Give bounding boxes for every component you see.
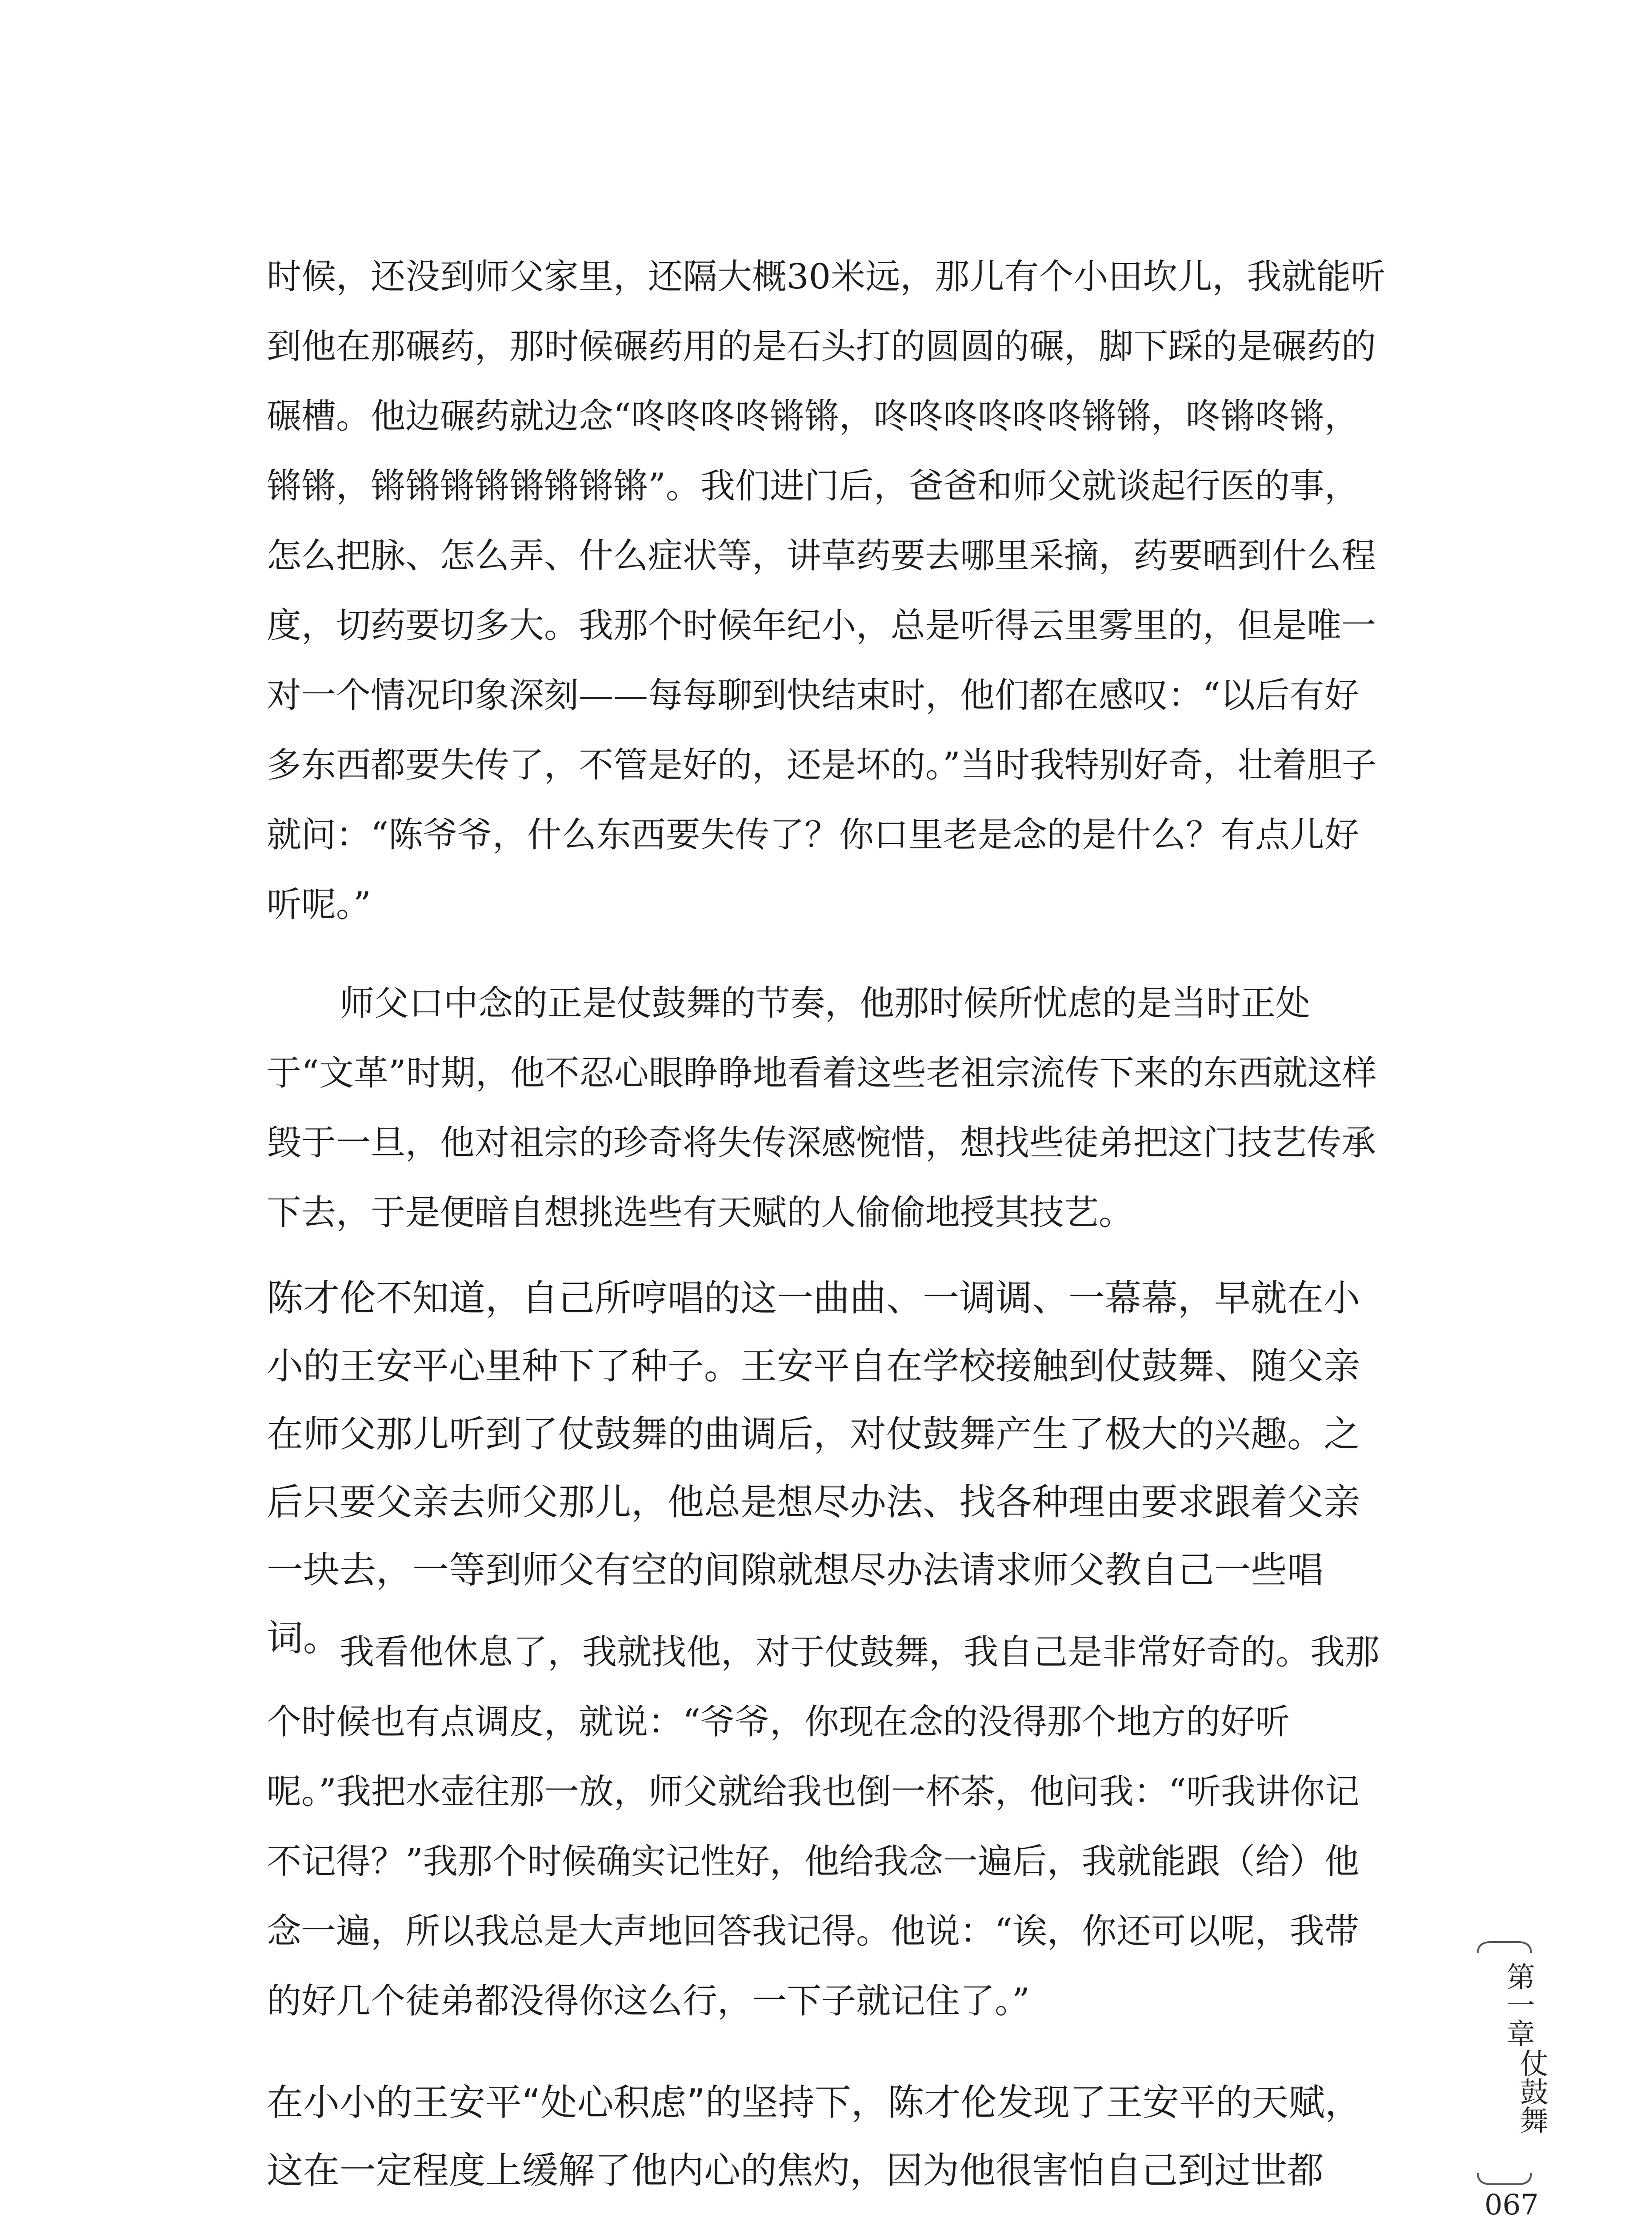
quoted-paragraph-3: 我看他休息了，我就找他，对于仗鼓舞，我自己是非常好奇的。我那个时候也有点调皮，就说：“爷爷，你现在念的没得那个地方的好听呢。”我把水壶往那一放，师父就给我也倒一杯茶，他问我：“听我讲你记不记得？”我那个时候确实记性好，他给我念一遍后，我就能跟（给）他念一遍，所以我总是大声地回答我记得。他说：“诶，你还可以呢，我带的好几个徒弟都没得你这么行，一下子就记住了。” xyxy=(267,1632,1380,2021)
narration-paragraph-2: 在小小的王安平“处心积虑”的坚持下，陈才伦发现了王安平的天赋，这在一定程度上缓解了他内心的焦灼，因为他很害怕自己到过世都 xyxy=(267,2082,1361,2192)
chapter-label: 第一章 xyxy=(1502,1962,1535,2047)
narration-paragraph-1: 陈才伦不知道，自己所哼唱的这一曲曲、一调调、一幕幕，早就在小小的王安平心里种下了种子。王安平自在学校接触到仗鼓舞、随父亲在师父那儿听到了仗鼓舞的曲调后，对仗鼓舞产生了极大的兴趣。之后只要父亲去师父那儿，他总是想尽办法、找各种理由要求跟着父亲一块去，一等到师父有空的间隙就想尽办法请求师父教自己一些唱词。 xyxy=(267,1277,1360,1659)
quoted-paragraph-1: 时候，还没到师父家里，还隔大概30米远，那儿有个小田坎儿，我就能听到他在那碾药，那时候碾药用的是石头打的圆圆的碾，脚下踩的是碾药的碾槽。他边碾药就边念“咚咚咚咚锵锵，咚咚咚咚咚咚锵锵，咚锵咚锵，锵锵，锵锵锵锵锵锵锵锵”。我们进门后，爸爸和师父就谈起行医的事，怎么把脉、怎么弄、什么症状等，讲草药要去哪里采摘，药要晒到什么程度，切药要切多大。我那个时候年纪小，总是听得云里雾里的，但是唯一对一个情况印象深刻——每每聊到快结束时，他们都在感叹：“以后有好多东西都要失传了，不管是好的，还是坏的。”当时我特别好奇，壮着胆子就问：“陈爷爷，什么东西要失传了？你口里老是念的是什么？有点儿好听呢。” xyxy=(267,257,1386,925)
quoted-paragraph-2: 师父口中念的正是仗鼓舞的节奏，他那时候所忧虑的是当时正处于“文革”时期，他不忍心眼睁睁地看着这些老祖宗流传下来的东西就这样毁于一旦，他对祖宗的珍奇将失传深感惋惜，想找些徒弟把这门技艺传承下去，于是便暗自想挑选些有天赋的人偷偷地授其技艺。 xyxy=(267,983,1377,1233)
chapter-title: 仗鼓舞 xyxy=(1515,2049,1548,2134)
chapter-side-tab xyxy=(1473,1940,1548,2186)
page-number: 067 xyxy=(1484,2189,1539,2222)
